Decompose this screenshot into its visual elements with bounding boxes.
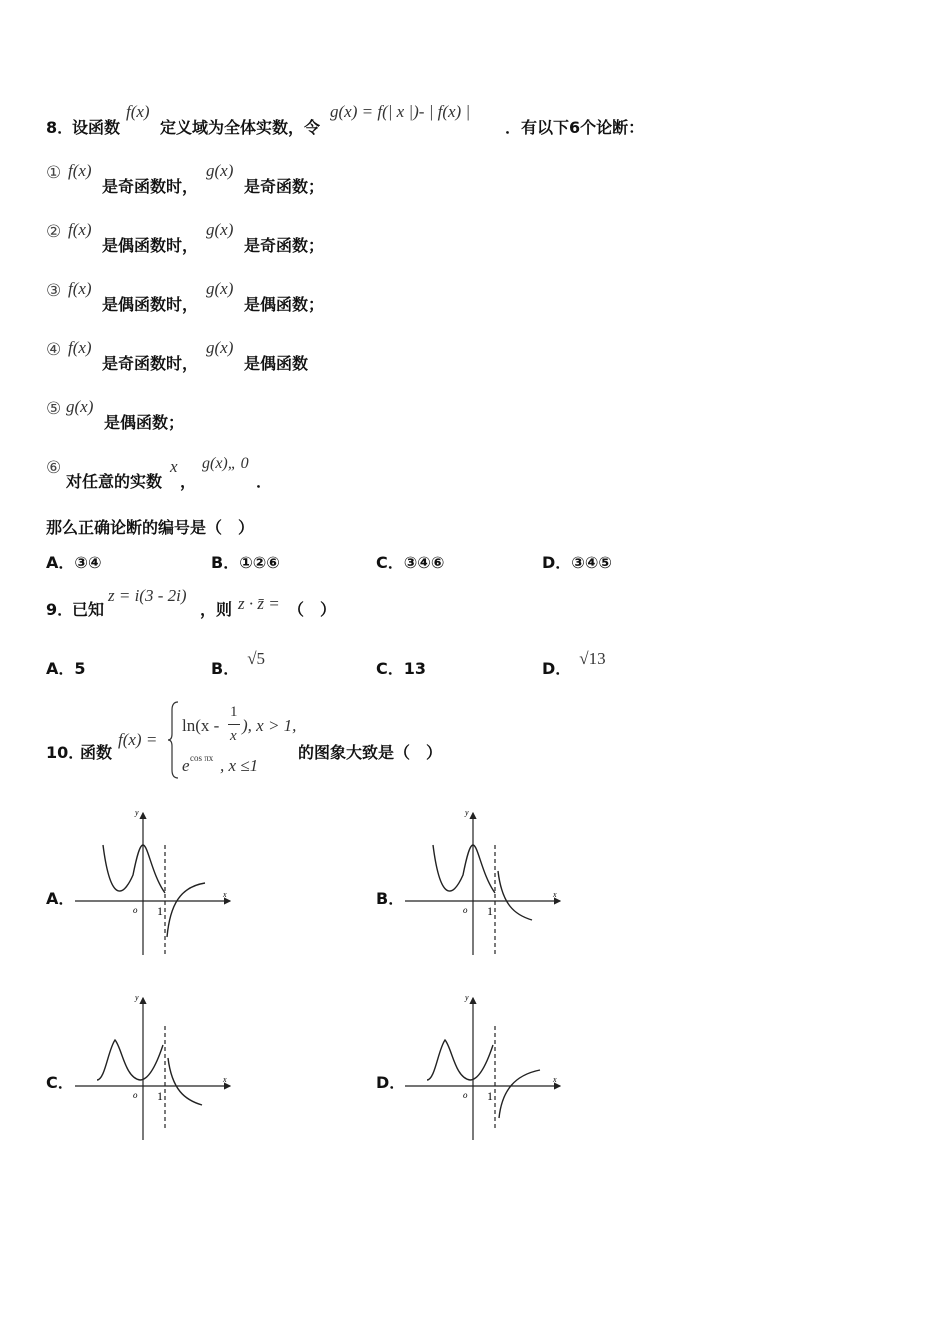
q9-expr-2: z · z̄ = [238,594,280,613]
q10-option-d[interactable]: D． [376,1073,406,1092]
q8-s4-text: 是奇函数时， [102,354,199,373]
q8-s2-fx: f(x) [68,220,92,239]
q8-s4-fx: f(x) [68,338,92,357]
q10-case-2-exp: cos πx [190,753,214,763]
curve-left [103,845,165,893]
one-label: 1 [157,904,163,918]
q8-statement-5: ⑤ [46,399,62,419]
q8-statement-2: ② [46,222,62,242]
q9-option-c[interactable]: C．13 [376,659,427,678]
q10-option-a[interactable]: A． [46,889,75,908]
q10-fraction-bar [228,724,240,725]
q10-text-2: 的图象大致是（ ） [298,743,443,762]
q8-definition: g(x) = f(| x |)- | f(x) | [330,102,471,121]
x-label: x [553,890,557,899]
q10-case-2-base: e [182,756,190,775]
one-label: 1 [157,1089,163,1103]
origin-label: o [133,1090,138,1100]
q10-case-2-cond: , x ≤1 [220,756,259,775]
q10-graph-b[interactable] [400,805,570,960]
q8-option-c[interactable]: C．③④⑥ [376,553,445,572]
q8-s2-text-2: 是奇函数； [244,236,325,255]
y-label: y [465,993,469,1002]
q8-statement-1: ① [46,163,62,183]
x-label: x [223,1075,227,1084]
curve-left [427,1040,493,1080]
y-label: y [465,808,469,817]
origin-label: o [463,905,468,915]
q8-s3-gx: g(x) [206,279,234,298]
q10-case-1: ln(x - [182,716,220,735]
q9-text-3: （ ） [288,600,337,619]
x-label: x [223,890,227,899]
y-label: y [135,993,139,1002]
q8-s3-text: 是偶函数时， [102,295,199,314]
curve-left [97,1040,163,1080]
q8-s3-text-2: 是偶函数； [244,295,325,314]
curve-right [499,1070,540,1118]
x-label: x [553,1075,557,1084]
q8-s6-x: x [170,457,178,476]
q8-s4-gx: g(x) [206,338,234,357]
q10-text-1: 函数 [80,743,113,762]
curve-left [433,845,495,893]
curve-right [498,871,532,920]
q10-option-c[interactable]: C． [46,1073,74,1092]
q8-s1-text: 是奇函数时， [102,177,199,196]
q8-number: 8． [46,118,74,137]
q10-case-1-cond: ), x > 1, [242,716,297,735]
q10-case-1-numerator: 1 [230,704,238,720]
q10-case-1-denominator: x [230,728,237,744]
q8-option-d[interactable]: D．③④⑤ [542,553,612,572]
q8-s2-gx: g(x) [206,220,234,239]
y-label: y [135,808,139,817]
q9-option-d[interactable]: D．√13 [542,649,606,678]
q10-graph-c[interactable] [70,990,240,1145]
q9-option-b[interactable]: B．√5 [211,649,266,678]
q10-fx: f(x) = [118,730,158,749]
q8-s6-expr: g(x)„ 0 [202,455,249,472]
q10-number: 10． [46,743,85,762]
q9-option-a[interactable]: A．5 [46,659,86,678]
q8-s1-gx: g(x) [206,161,234,180]
q10-graph-d[interactable] [400,990,570,1145]
q10-graph-a[interactable] [70,805,240,960]
q8-s4-text-2: 是偶函数 [244,354,309,373]
q8-s1-fx: f(x) [68,161,92,180]
q8-s2-text: 是偶函数时， [102,236,199,255]
q8-s6-comma: ， [180,472,197,491]
q8-s6-text: 对任意的实数 [66,472,163,491]
q8-fx: f(x) [126,102,150,121]
q8-option-b[interactable]: B．①②⑥ [211,553,280,572]
q10-option-b[interactable]: B． [376,889,405,908]
q8-statement-3: ③ [46,281,62,301]
q8-text-2: 定义域为全体实数，令 [160,118,321,137]
q9-expr: z = i(3 - 2i) [108,586,187,605]
q8-statement-6: ⑥ [46,458,62,478]
q8-question: 那么正确论断的编号是（ ） [46,518,255,537]
q9-text-1: 已知 [72,600,105,619]
curve-right [167,883,205,937]
q8-text-1: 设函数 [72,118,121,137]
q8-s3-fx: f(x) [68,279,92,298]
curve-right [168,1058,202,1105]
q9-text-2: ，则 [200,600,233,619]
q8-option-a[interactable]: A．③④ [46,553,102,572]
origin-label: o [463,1090,468,1100]
q8-statement-4: ④ [46,340,62,360]
q8-s5-gx: g(x) [66,397,94,416]
q8-s1-text-2: 是奇函数； [244,177,325,196]
q8-text-3: ．有以下6个论断： [505,118,645,137]
one-label: 1 [487,904,493,918]
q10-brace [168,700,180,780]
one-label: 1 [487,1089,493,1103]
origin-label: o [133,905,138,915]
q8-s6-end: ． [256,472,273,491]
q9-number: 9． [46,600,74,619]
q8-s5-text: 是偶函数； [104,413,185,432]
